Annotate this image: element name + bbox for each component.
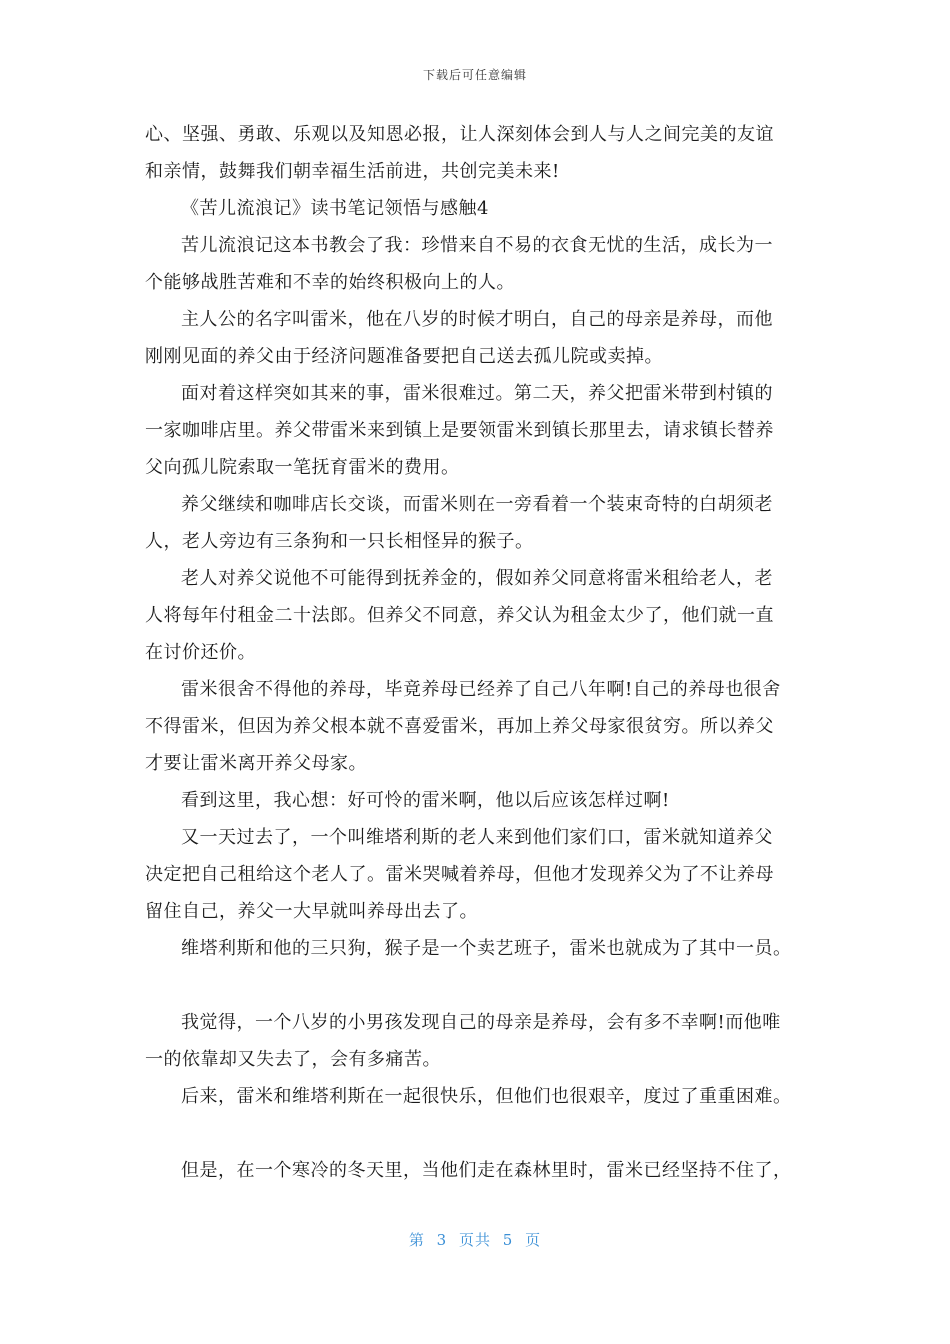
text-line: 后来，雷米和维塔利斯在一起很快乐，但他们也很艰辛，度过了重重困难。 — [181, 1086, 792, 1107]
text-line: 父向孤儿院索取一笔抚育雷米的费用。 — [145, 457, 460, 478]
page-footer: 第 3 页共 5 页 — [408, 1231, 542, 1249]
text-line: 不得雷米，但因为养父根本就不喜爱雷米，再加上养父母家很贫穷。所以养父 — [145, 716, 774, 737]
text-line: 个能够战胜苦难和不幸的始终积极向上的人。 — [145, 272, 515, 293]
text-line: 和亲情，鼓舞我们朝幸福生活前进，共创完美未来! — [145, 161, 560, 182]
text-line: 苦儿流浪记这本书教会了我：珍惜来自不易的衣食无忧的生活，成长为一 — [181, 235, 773, 256]
text-line: 决定把自己租给这个老人了。雷米哭喊着养母，但他才发现养父为了不让养母 — [145, 864, 774, 885]
text-line: 留住自己，养父一大早就叫养母出去了。 — [145, 901, 478, 922]
text-line: 才要让雷米离开养父母家。 — [145, 753, 367, 774]
text-line: 老人对养父说他不可能得到抚养金的，假如养父同意将雷米租给老人，老 — [181, 568, 773, 589]
text-line: 《苦儿流浪记》读书笔记领悟与感触4 — [181, 198, 489, 219]
text-line: 在讨价还价。 — [145, 642, 256, 663]
document-body — [145, 116, 810, 1189]
blank-line — [145, 967, 810, 1004]
text-line: 面对着这样突如其来的事，雷米很难过。第二天，养父把雷米带到村镇的 — [181, 383, 773, 404]
text-line: 雷米很舍不得他的养母，毕竟养母已经养了自己八年啊!自己的养母也很舍 — [181, 679, 781, 700]
text-line: 维塔利斯和他的三只狗，猴子是一个卖艺班子，雷米也就成为了其中一员。 — [181, 938, 792, 959]
text-line: 一家咖啡店里。养父带雷米来到镇上是要领雷米到镇长那里去，请求镇长替养 — [145, 420, 774, 441]
text-line: 刚刚见面的养父由于经济问题准备要把自己送去孤儿院或卖掉。 — [145, 346, 663, 367]
text-line: 主人公的名字叫雷米，他在八岁的时候才明白，自己的母亲是养母，而他 — [181, 309, 773, 330]
blank-line — [145, 1115, 810, 1152]
text-line: 人将每年付租金二十法郎。但养父不同意，养父认为租金太少了，他们就一直 — [145, 605, 774, 626]
text-line: 我觉得，一个八岁的小男孩发现自己的母亲是养母，会有多不幸啊!而他唯 — [181, 1012, 781, 1033]
text-line: 一的依靠却又失去了，会有多痛苦。 — [145, 1049, 441, 1070]
page-header: 下载后可任意编辑 — [422, 68, 527, 82]
text-line: 但是，在一个寒冷的冬天里，当他们走在森林里时，雷米已经坚持不住了， — [181, 1160, 792, 1181]
text-line: 人，老人旁边有三条狗和一只长相怪异的猴子。 — [145, 531, 534, 552]
text-line: 看到这里，我心想：好可怜的雷米啊，他以后应该怎样过啊! — [181, 790, 670, 811]
text-line: 心、坚强、勇敢、乐观以及知恩必报，让人深刻体会到人与人之间完美的友谊 — [145, 124, 774, 145]
text-line: 养父继续和咖啡店长交谈，而雷米则在一旁看着一个装束奇特的白胡须老 — [181, 494, 773, 515]
text-line: 又一天过去了，一个叫维塔利斯的老人来到他们家们口，雷米就知道养父 — [181, 827, 773, 848]
